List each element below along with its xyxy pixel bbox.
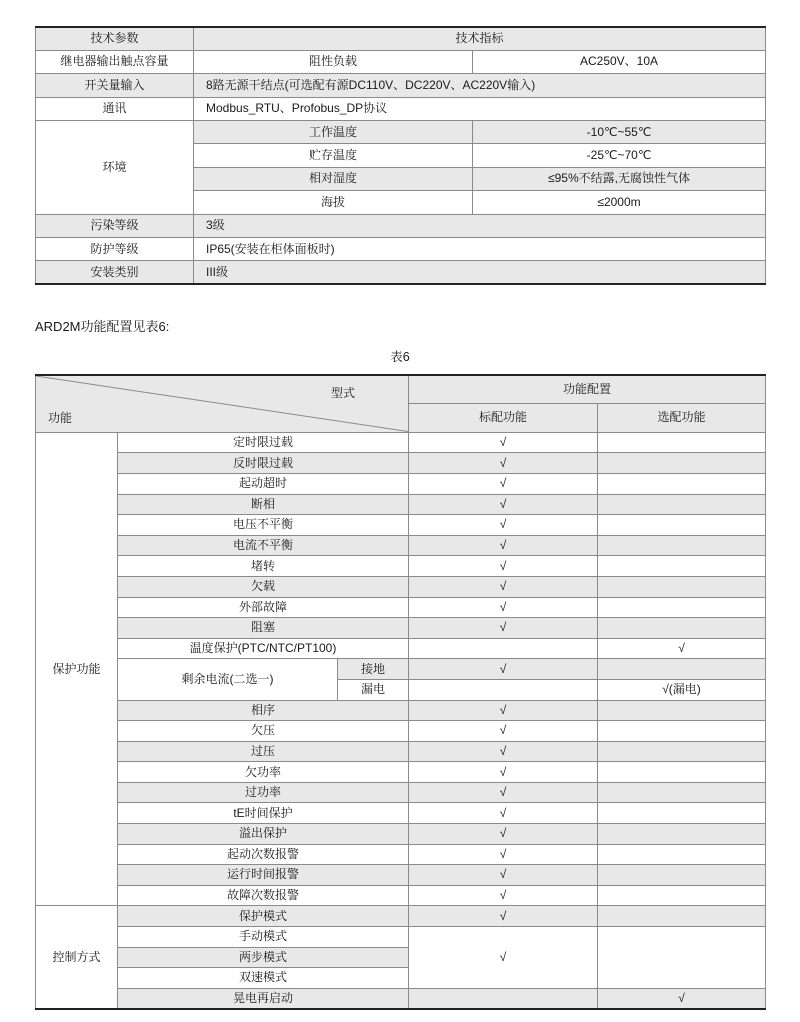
table-row (36, 261, 766, 284)
header-cell: 标配功能 (409, 403, 598, 432)
check-mark-cell: √ (409, 432, 598, 453)
diagonal-line (36, 376, 408, 432)
table-cell: III级 (194, 261, 766, 284)
table-cell: 过功率 (118, 782, 409, 803)
table-cell: 保护模式 (118, 906, 409, 927)
table-cell (598, 844, 766, 865)
table-row (36, 824, 766, 845)
check-mark-cell: √ (409, 618, 598, 639)
check-mark-cell: √ (409, 762, 598, 783)
table-cell (598, 453, 766, 474)
table-cell: 污染等级 (36, 214, 194, 237)
table-cell: 反时限过载 (118, 453, 409, 474)
spec-table (35, 26, 766, 285)
table-cell (598, 824, 766, 845)
table-cell: 故障次数报警 (118, 885, 409, 906)
check-mark-cell: √ (409, 556, 598, 577)
table-row (36, 927, 766, 948)
table-cell: 电压不平衡 (118, 515, 409, 536)
table-row (36, 473, 766, 494)
table-cell: ≤95%不结露,无腐蚀性气体 (473, 167, 766, 190)
check-mark-cell: √ (409, 844, 598, 865)
table-cell (598, 700, 766, 721)
table-cell: 起动次数报警 (118, 844, 409, 865)
check-mark-cell: √ (409, 721, 598, 742)
table6-caption: 表6 (390, 350, 410, 365)
table-row (36, 556, 766, 577)
check-mark-cell: √ (409, 865, 598, 886)
table-row (36, 885, 766, 906)
table-cell: 工作温度 (194, 121, 473, 144)
table-row (36, 576, 766, 597)
table-row (36, 375, 766, 403)
header-cell: 功能配置 (409, 375, 766, 403)
table-cell: 欠功率 (118, 762, 409, 783)
table-cell: 阻塞 (118, 618, 409, 639)
table-cell: 通讯 (36, 97, 194, 120)
table-cell: 相对湿度 (194, 167, 473, 190)
header-cell: 技术参数 (36, 27, 194, 50)
table-cell (598, 782, 766, 803)
table-cell: 断相 (118, 494, 409, 515)
table-cell: IP65(安装在柜体面板时) (194, 238, 766, 261)
check-mark-cell: √ (409, 597, 598, 618)
check-mark-cell: √ (598, 988, 766, 1009)
check-mark-cell: √ (409, 885, 598, 906)
group-cell: 保护功能 (36, 432, 118, 906)
table-row (36, 121, 766, 144)
table-cell: 手动模式 (118, 927, 409, 948)
table-cell (598, 659, 766, 680)
check-mark-cell: √ (409, 659, 598, 680)
diagonal-header-cell (36, 375, 409, 432)
table-cell (598, 803, 766, 824)
table-row (36, 494, 766, 515)
table-row (36, 741, 766, 762)
table-cell: -10℃~55℃ (473, 121, 766, 144)
table-cell: 过压 (118, 741, 409, 762)
table-row (36, 618, 766, 639)
table-cell (598, 515, 766, 536)
table-cell: 接地 (338, 659, 409, 680)
check-mark-cell: √ (409, 824, 598, 845)
table-cell (598, 618, 766, 639)
table-cell (598, 762, 766, 783)
table-row (36, 906, 766, 927)
table-cell: 剩余电流(二选一) (118, 659, 338, 700)
table-cell: 阻性负载 (194, 50, 473, 73)
table-cell (409, 988, 598, 1009)
table-cell: 欠载 (118, 576, 409, 597)
group-cell: 控制方式 (36, 906, 118, 1009)
table-row (36, 27, 766, 50)
diagonal-top-label: 型式 (331, 386, 356, 401)
table-cell: 欠压 (118, 721, 409, 742)
table-row (36, 803, 766, 824)
table-cell: Modbus_RTU、Profobus_DP协议 (194, 97, 766, 120)
check-mark-cell: √ (409, 453, 598, 474)
table6-note: ARD2M功能配置见表6: (35, 319, 170, 335)
table-cell (598, 597, 766, 618)
table-cell: 漏电 (338, 679, 409, 700)
table-cell (598, 473, 766, 494)
table-cell: 继电器输出触点容量 (36, 50, 194, 73)
table-row (36, 50, 766, 73)
table-row (36, 432, 766, 453)
header-cell: 技术指标 (194, 27, 766, 50)
table-row (36, 97, 766, 120)
table-cell: ≤2000m (473, 191, 766, 214)
check-mark-cell: √ (409, 782, 598, 803)
table-cell: 溢出保护 (118, 824, 409, 845)
table-cell (598, 432, 766, 453)
table-row (36, 865, 766, 886)
table-row (36, 214, 766, 237)
table-cell: 电流不平衡 (118, 535, 409, 556)
check-mark-cell: √(漏电) (598, 679, 766, 700)
table-row (36, 535, 766, 556)
table-cell: tE时间保护 (118, 803, 409, 824)
table-row (36, 238, 766, 261)
table-row (36, 638, 766, 659)
table-cell: 贮存温度 (194, 144, 473, 167)
table-cell: 运行时间报警 (118, 865, 409, 886)
table-cell (598, 906, 766, 927)
table-cell: 两步模式 (118, 947, 409, 968)
check-mark-cell: √ (409, 576, 598, 597)
table-cell: 温度保护(PTC/NTC/PT100) (118, 638, 409, 659)
table-cell (598, 576, 766, 597)
table-row (36, 762, 766, 783)
table-cell: 8路无源干结点(可选配有源DC110V、DC220V、AC220V输入) (194, 74, 766, 97)
table-cell (598, 865, 766, 886)
table-row (36, 721, 766, 742)
table-row (36, 453, 766, 474)
table-cell: 防护等级 (36, 238, 194, 261)
table-cell: 安装类别 (36, 261, 194, 284)
check-mark-cell: √ (409, 927, 598, 989)
table-cell (598, 927, 766, 989)
table-cell: 堵转 (118, 556, 409, 577)
table-row (36, 782, 766, 803)
table-cell (598, 556, 766, 577)
check-mark-cell: √ (409, 803, 598, 824)
table-row (36, 74, 766, 97)
check-mark-cell: √ (409, 741, 598, 762)
table-row (36, 515, 766, 536)
table-cell (598, 885, 766, 906)
table-row (36, 659, 766, 680)
check-mark-cell: √ (598, 638, 766, 659)
table-cell: 开关量输入 (36, 74, 194, 97)
table-cell: AC250V、10A (473, 50, 766, 73)
function-config-table (35, 374, 766, 1010)
check-mark-cell: √ (409, 700, 598, 721)
table-cell: 海拔 (194, 191, 473, 214)
table-cell: 定时限过载 (118, 432, 409, 453)
table-cell (598, 494, 766, 515)
check-mark-cell: √ (409, 515, 598, 536)
check-mark-cell: √ (409, 494, 598, 515)
table-cell: -25℃~70℃ (473, 144, 766, 167)
table-cell (598, 721, 766, 742)
table-row (36, 597, 766, 618)
table-cell (598, 741, 766, 762)
diagonal-bottom-label: 功能 (48, 410, 73, 425)
table-cell: 3级 (194, 214, 766, 237)
table-cell: 外部故障 (118, 597, 409, 618)
table-cell (409, 638, 598, 659)
table-cell: 起动超时 (118, 473, 409, 494)
header-cell: 选配功能 (598, 403, 766, 432)
table-cell: 相序 (118, 700, 409, 721)
check-mark-cell: √ (409, 473, 598, 494)
table-cell: 晃电再启动 (118, 988, 409, 1009)
table-cell (409, 679, 598, 700)
check-mark-cell: √ (409, 535, 598, 556)
table-cell: 双速模式 (118, 968, 409, 989)
group-cell: 环境 (36, 121, 194, 215)
table-cell (598, 535, 766, 556)
table-row (36, 700, 766, 721)
table-row (36, 988, 766, 1009)
table-row (36, 844, 766, 865)
check-mark-cell: √ (409, 906, 598, 927)
